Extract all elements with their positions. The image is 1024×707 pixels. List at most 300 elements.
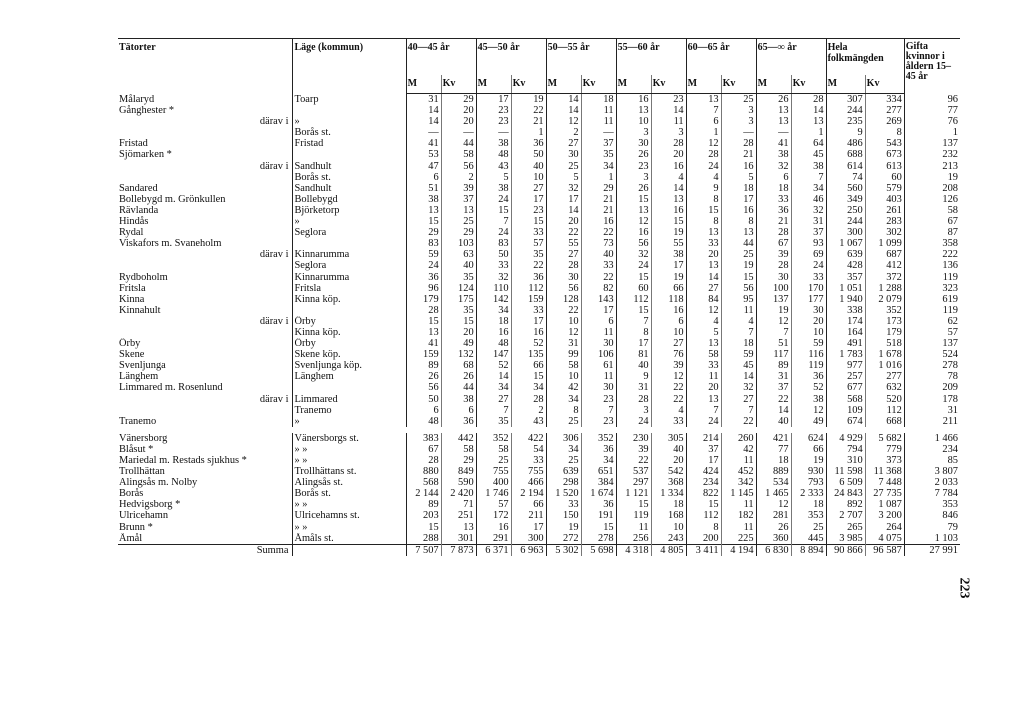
value-cell: 18 [721, 183, 756, 194]
value-cell: 632 [865, 382, 904, 393]
value-cell: 793 [791, 477, 826, 488]
value-cell: 118 [651, 294, 686, 305]
value-cell: 132 [441, 349, 476, 360]
value-cell: 412 [865, 260, 904, 271]
value-cell: 15 [406, 316, 441, 327]
value-cell: 22 [511, 105, 546, 116]
value-cell: 25 [441, 216, 476, 227]
value-cell: 30 [546, 149, 581, 160]
value-cell: 20 [441, 116, 476, 127]
value-cell: 77 [756, 444, 791, 455]
value-cell: 28 [406, 305, 441, 316]
town-name: Brunn * [119, 521, 153, 533]
table-row [118, 444, 960, 455]
value-cell: 28 [511, 394, 546, 405]
value-cell: 6 [756, 172, 791, 183]
value-cell: 22 [581, 227, 616, 238]
location-cell: Trollhättans st. [293, 466, 406, 477]
table-row [118, 433, 960, 444]
value-cell: 524 [904, 349, 960, 360]
table-row [118, 477, 960, 488]
value-cell: 8 [686, 522, 721, 533]
value-cell: 39 [651, 360, 686, 371]
value-cell: 53 [406, 149, 441, 160]
location-cell: » [293, 216, 406, 227]
value-cell: 1 678 [865, 349, 904, 360]
value-cell: 278 [904, 360, 960, 371]
value-cell: 24 [476, 227, 511, 238]
value-cell: 977 [826, 360, 865, 371]
header-women: Kv [441, 75, 476, 94]
value-cell: 26 [616, 149, 651, 160]
value-cell: 211 [511, 510, 546, 521]
location-cell: Kinna köp. [293, 327, 406, 338]
value-cell: 542 [651, 466, 686, 477]
value-cell: 27 [511, 183, 546, 194]
value-cell: 58 [686, 349, 721, 360]
value-cell: 2 144 [406, 488, 441, 499]
value-cell: 297 [616, 477, 651, 488]
value-cell: 352 [581, 433, 616, 444]
value-cell: 2 033 [904, 477, 960, 488]
town-name: Borås [119, 488, 144, 500]
value-cell: 18 [791, 499, 826, 510]
value-cell: 30 [616, 138, 651, 149]
location-cell: » [293, 416, 406, 427]
value-cell: 6 [686, 116, 721, 127]
value-cell: 12 [686, 138, 721, 149]
header-men: M [406, 75, 441, 94]
value-cell: 534 [756, 477, 791, 488]
value-cell: 880 [406, 466, 441, 477]
value-cell: 14 [651, 183, 686, 194]
value-cell: 14 [546, 94, 581, 106]
value-cell: 1 145 [721, 488, 756, 499]
value-cell: 1 465 [756, 488, 791, 499]
value-cell: 25 [476, 455, 511, 466]
value-cell: 243 [651, 533, 686, 545]
value-cell: 251 [441, 510, 476, 521]
value-cell: 30 [581, 382, 616, 393]
value-cell: 119 [791, 360, 826, 371]
value-cell: 257 [826, 371, 865, 382]
value-cell: 1 087 [865, 499, 904, 510]
header-men: M [546, 75, 581, 94]
town-name: därav i [259, 249, 289, 261]
table-row [118, 194, 960, 205]
value-cell: 4 805 [651, 544, 686, 556]
value-cell: 1 016 [865, 360, 904, 371]
table-row [118, 272, 960, 283]
value-cell: 13 [721, 227, 756, 238]
header-age-group: 65—∞ år [756, 39, 826, 76]
location-cell: Toarp [293, 94, 406, 106]
value-cell: 16 [511, 327, 546, 338]
town-name [118, 127, 293, 138]
value-cell: 302 [865, 227, 904, 238]
value-cell: 1 103 [904, 533, 960, 545]
value-cell: 3 985 [826, 533, 865, 545]
value-cell: 4 075 [865, 533, 904, 545]
value-cell: 17 [581, 305, 616, 316]
value-cell: 20 [791, 316, 826, 327]
value-cell: 14 [406, 105, 441, 116]
value-cell: 26 [616, 183, 651, 194]
value-cell: 20 [686, 249, 721, 260]
value-cell: 33 [686, 360, 721, 371]
value-cell: 14 [546, 205, 581, 216]
value-cell: 137 [904, 138, 960, 149]
table-row [118, 294, 960, 305]
value-cell: 889 [756, 466, 791, 477]
value-cell: 32 [721, 382, 756, 393]
value-cell: 143 [581, 294, 616, 305]
location-cell: » » [293, 444, 406, 455]
value-cell: 112 [865, 405, 904, 416]
value-cell: 24 [686, 416, 721, 427]
value-cell: 28 [721, 138, 756, 149]
location-cell: Björketorp [293, 205, 406, 216]
value-cell: 15 [651, 216, 686, 227]
value-cell: 211 [904, 416, 960, 427]
value-cell: 25 [721, 94, 756, 106]
value-cell: 15 [616, 305, 651, 316]
value-cell: 18 [476, 316, 511, 327]
value-cell: 27 [721, 394, 756, 405]
value-cell: 14 [721, 371, 756, 382]
value-cell: 42 [546, 382, 581, 393]
value-cell: 4 [651, 405, 686, 416]
value-cell: 83 [406, 238, 441, 249]
location-cell: Borås st. [293, 127, 406, 138]
value-cell: 1 [791, 127, 826, 138]
value-cell: 281 [756, 510, 791, 521]
value-cell: 310 [826, 455, 865, 466]
value-cell: 22 [651, 394, 686, 405]
value-cell: 17 [616, 338, 651, 349]
value-cell: 36 [511, 138, 546, 149]
location-cell: Skene köp. [293, 349, 406, 360]
table-row [118, 360, 960, 371]
value-cell: 22 [546, 305, 581, 316]
value-cell: 69 [791, 249, 826, 260]
value-cell: 668 [865, 416, 904, 427]
value-cell: 170 [791, 283, 826, 294]
value-cell: 15 [721, 272, 756, 283]
value-cell: 38 [791, 394, 826, 405]
value-cell: 8 894 [791, 544, 826, 556]
location-cell: Länghem [293, 371, 406, 382]
value-cell: 58 [546, 360, 581, 371]
value-cell: 2 079 [865, 294, 904, 305]
value-cell: 357 [826, 272, 865, 283]
value-cell: 5 [686, 327, 721, 338]
value-cell: 18 [756, 455, 791, 466]
value-cell: 283 [865, 216, 904, 227]
value-cell: 13 [616, 105, 651, 116]
value-cell: 4 194 [721, 544, 756, 556]
value-cell: 250 [826, 205, 865, 216]
location-cell: Örby [293, 338, 406, 349]
value-cell: 27 [476, 394, 511, 405]
value-cell: 1 288 [865, 283, 904, 294]
value-cell: 11 [721, 522, 756, 533]
value-cell: 11 [721, 455, 756, 466]
location-cell [293, 149, 406, 160]
header-women: Kv [511, 75, 546, 94]
value-cell: 25 [546, 455, 581, 466]
header-men: M [686, 75, 721, 94]
value-cell: 16 [476, 522, 511, 533]
value-cell: 4 [651, 172, 686, 183]
table-row [118, 327, 960, 338]
value-cell: 43 [511, 416, 546, 427]
value-cell: 1 940 [826, 294, 865, 305]
value-cell: 5 682 [865, 433, 904, 444]
location-cell: Borås st. [293, 488, 406, 499]
location-cell: Seglora [293, 227, 406, 238]
value-cell: 32 [791, 205, 826, 216]
value-cell: 23 [476, 116, 511, 127]
value-cell: 1 520 [546, 488, 581, 499]
value-cell: 3 200 [865, 510, 904, 521]
value-cell: 7 [756, 327, 791, 338]
value-cell: 11 [616, 522, 651, 533]
value-cell: 688 [826, 149, 865, 160]
header-married-women: Gifta kvinnor i åldern 15–45 år [904, 39, 960, 94]
town-name: Kinnahult [119, 304, 161, 316]
value-cell: 7 507 [406, 544, 441, 556]
value-cell: 27 735 [865, 488, 904, 499]
value-cell: 57 [476, 499, 511, 510]
value-cell: 33 [476, 260, 511, 271]
value-cell: 342 [721, 477, 756, 488]
table-row [118, 455, 960, 466]
value-cell: 2 420 [441, 488, 476, 499]
value-cell: 930 [791, 466, 826, 477]
location-cell: Kinnarumma [293, 272, 406, 283]
table-row [118, 466, 960, 477]
value-cell: 22 [616, 455, 651, 466]
value-cell: 7 [581, 405, 616, 416]
value-cell: 619 [904, 294, 960, 305]
value-cell: 56 [546, 283, 581, 294]
value-cell: 59 [406, 249, 441, 260]
value-cell: — [756, 127, 791, 138]
value-cell: 19 [904, 172, 960, 183]
town-name: Länghem [119, 371, 159, 383]
value-cell: 73 [581, 238, 616, 249]
value-cell: 28 [686, 149, 721, 160]
value-cell: 29 [581, 183, 616, 194]
value-cell: 17 [511, 194, 546, 205]
value-cell: 16 [721, 161, 756, 172]
value-cell: 191 [581, 510, 616, 521]
page-number: 223 [956, 577, 972, 599]
value-cell: 79 [904, 522, 960, 533]
value-cell: 34 [476, 382, 511, 393]
location-cell: Seglora [293, 260, 406, 271]
value-cell: 50 [511, 149, 546, 160]
value-cell: 36 [511, 272, 546, 283]
value-cell: — [476, 127, 511, 138]
value-cell: 17 [721, 194, 756, 205]
value-cell: 260 [721, 433, 756, 444]
value-cell: 40 [616, 360, 651, 371]
value-cell: 19 [721, 260, 756, 271]
location-cell: Vänersborgs st. [293, 433, 406, 444]
value-cell: 278 [581, 533, 616, 545]
value-cell: 1 334 [651, 488, 686, 499]
value-cell: 38 [441, 394, 476, 405]
value-cell: 47 [406, 161, 441, 172]
value-cell: 4 929 [826, 433, 865, 444]
location-cell: Sandhult [293, 161, 406, 172]
value-cell: 66 [651, 283, 686, 294]
value-cell: 61 [581, 360, 616, 371]
town-name: Hedvigsborg * [119, 499, 181, 511]
value-cell: 1 [904, 127, 960, 138]
location-cell: Tranemo [293, 405, 406, 416]
value-cell: 15 [686, 205, 721, 216]
value-cell: 34 [511, 382, 546, 393]
town-name: Blåsut * [119, 443, 154, 455]
value-cell: 22 [581, 272, 616, 283]
value-cell: 28 [756, 227, 791, 238]
value-cell: 66 [511, 499, 546, 510]
table-row [118, 338, 960, 349]
value-cell: 291 [476, 533, 511, 545]
value-cell: 269 [865, 116, 904, 127]
value-cell: 2 [546, 127, 581, 138]
value-cell: 60 [865, 172, 904, 183]
value-cell: 11 [581, 371, 616, 382]
value-cell: 74 [826, 172, 865, 183]
value-cell: 15 [406, 522, 441, 533]
value-cell: 288 [406, 533, 441, 545]
value-cell: 13 [686, 227, 721, 238]
value-cell: 31 [904, 405, 960, 416]
location-cell: Kinna köp. [293, 294, 406, 305]
value-cell: 33 [686, 238, 721, 249]
town-name: Trollhättan [119, 466, 165, 478]
value-cell: 142 [476, 294, 511, 305]
value-cell: 106 [581, 349, 616, 360]
town-name [118, 327, 293, 338]
value-cell: 60 [616, 283, 651, 294]
value-cell: 25 [546, 161, 581, 172]
value-cell: 10 [546, 371, 581, 382]
value-cell: 38 [791, 161, 826, 172]
value-cell: 84 [686, 294, 721, 305]
value-cell: 3 [616, 172, 651, 183]
value-cell: 58 [441, 444, 476, 455]
value-cell: 112 [686, 510, 721, 521]
header-age-group: 55—60 år [616, 39, 686, 76]
value-cell: 1 [511, 127, 546, 138]
value-cell: 87 [904, 227, 960, 238]
value-cell: 1 783 [826, 349, 865, 360]
value-cell: 428 [826, 260, 865, 271]
value-cell: 24 843 [826, 488, 865, 499]
value-cell: 305 [651, 433, 686, 444]
location-cell: Fristad [293, 138, 406, 149]
value-cell: 38 [756, 149, 791, 160]
value-cell: 51 [406, 183, 441, 194]
value-cell: 32 [476, 272, 511, 283]
value-cell: 89 [406, 499, 441, 510]
town-name: Ulricehamn [119, 510, 169, 522]
value-cell: 2 707 [826, 510, 865, 521]
table-row [118, 394, 960, 405]
value-cell: 117 [756, 349, 791, 360]
table-row [118, 161, 960, 172]
value-cell: 614 [826, 161, 865, 172]
value-cell: 7 [686, 405, 721, 416]
table-row [118, 127, 960, 138]
value-cell: 24 [791, 260, 826, 271]
value-cell: 40 [651, 444, 686, 455]
value-cell: 687 [865, 249, 904, 260]
value-cell: 579 [865, 183, 904, 194]
value-cell: 6 371 [476, 544, 511, 556]
location-cell [293, 238, 406, 249]
value-cell: 9 [826, 127, 865, 138]
value-cell: 27 991 [904, 544, 960, 556]
table-row [118, 533, 960, 545]
value-cell: 57 [511, 238, 546, 249]
value-cell: 32 [756, 161, 791, 172]
value-cell: 23 [581, 394, 616, 405]
value-cell: 3 807 [904, 466, 960, 477]
value-cell: 30 [791, 305, 826, 316]
value-cell: 28 [756, 260, 791, 271]
value-cell: 256 [616, 533, 651, 545]
value-cell: 590 [441, 477, 476, 488]
value-cell: 109 [826, 405, 865, 416]
value-cell: 235 [826, 116, 865, 127]
value-cell: 37 [441, 194, 476, 205]
value-cell: 67 [904, 216, 960, 227]
value-cell: 1 466 [904, 433, 960, 444]
table-row [118, 205, 960, 216]
town-name: Tranemo [119, 415, 157, 427]
value-cell: 48 [476, 149, 511, 160]
value-cell: 19 [791, 455, 826, 466]
value-cell: 52 [511, 338, 546, 349]
value-cell: 63 [441, 249, 476, 260]
town-name: Fritsla [119, 282, 146, 294]
value-cell: 1 674 [581, 488, 616, 499]
value-cell: 150 [546, 510, 581, 521]
value-cell: 14 [406, 116, 441, 127]
location-cell: Ulricehamns st. [293, 510, 406, 521]
value-cell: 13 [686, 338, 721, 349]
value-cell: 613 [865, 161, 904, 172]
value-cell: 466 [511, 477, 546, 488]
value-cell: 39 [441, 183, 476, 194]
value-cell: 35 [441, 305, 476, 316]
table-header [118, 39, 960, 94]
value-cell: 422 [511, 433, 546, 444]
value-cell: 12 [546, 327, 581, 338]
location-cell: Svenljunga köp. [293, 360, 406, 371]
value-cell: 71 [441, 499, 476, 510]
value-cell: 124 [441, 283, 476, 294]
value-cell: 300 [826, 227, 865, 238]
value-cell: 14 [476, 371, 511, 382]
value-cell: 31 [791, 216, 826, 227]
